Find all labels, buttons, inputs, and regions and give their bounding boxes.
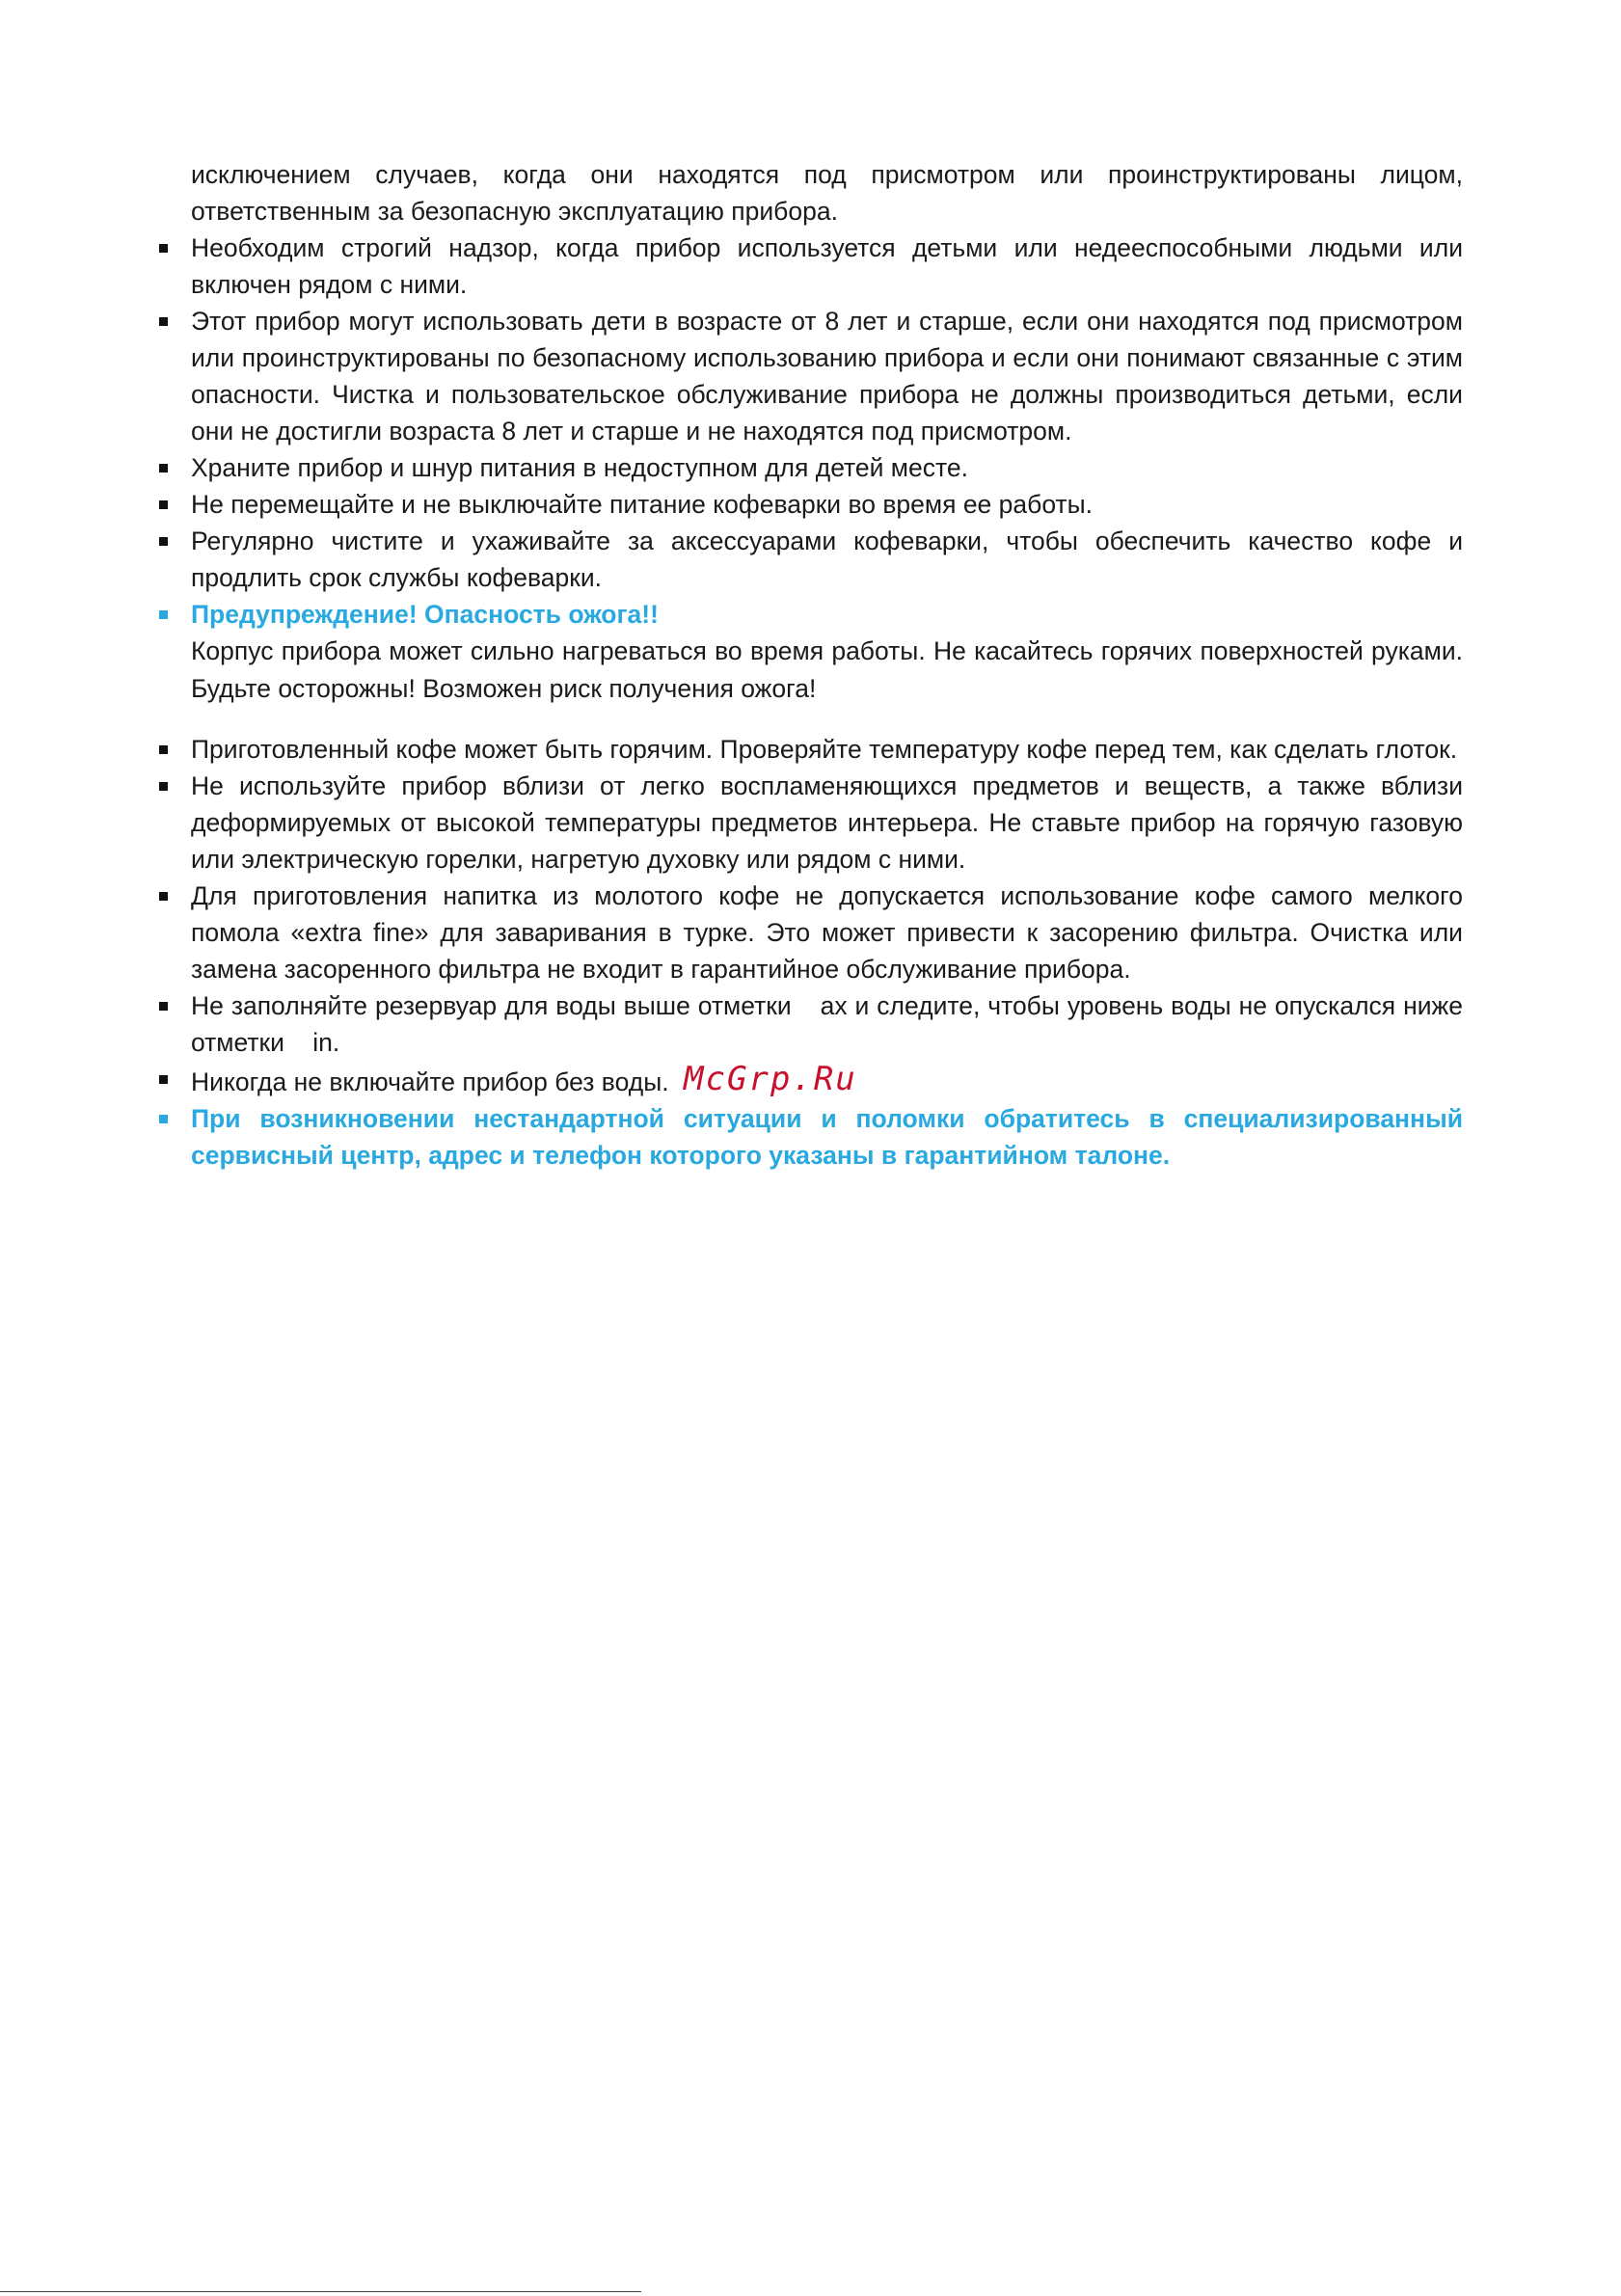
list-item-reservoir: [154, 987, 1463, 1061]
list-item-grind: [154, 878, 1463, 987]
service-notice: При возникновении нестандартной ситуации и поломки обратитесь в специализированный сервисный центр, адрес и телефон которого указаны в гарантийном талоне.: [191, 1104, 1463, 1170]
list-item-text: Не используйте прибор вблизи от легко воспламеняющихся предметов и веществ, а также вблизи деформируемых от высокой температуры предметов интерьера. Не ставьте прибор на горячую газовую или электрическую горелки, нагретую духовку или рядом с ними.: [191, 771, 1463, 874]
list-item-storage: [154, 449, 1463, 486]
list-item-text: Храните прибор и шнур питания в недоступном для детей месте.: [191, 453, 968, 482]
list-item-service: [154, 1100, 1463, 1174]
bullet-icon: [159, 464, 168, 473]
list-item-text: Не перемещайте и не выключайте питание кофеварки во время ее работы.: [191, 490, 1094, 519]
list-item-text: Никогда не включайте прибор без воды.: [191, 1067, 669, 1096]
bullet-icon: [159, 1075, 168, 1084]
list-item-supervision: [154, 230, 1463, 303]
bullet-icon: [159, 537, 168, 546]
bullet-icon: [159, 500, 168, 509]
bullet-icon: [159, 610, 168, 619]
warning-title: Предупреждение! Опасность ожога!!: [191, 600, 659, 629]
list-item-flammable: [154, 768, 1463, 878]
warning-body: Корпус прибора может сильно нагреваться во время работы. Не касайтесь горячих поверхностей руками. Будьте осторожны! Возможен риск получения ожога!: [191, 636, 1463, 703]
bullet-icon: [159, 244, 168, 253]
list-item-burn-warning: [154, 596, 1463, 633]
intro-paragraph: исключением случаев, когда они находятся под присмотром или проинструктированы лицом, ответственным за безопасную эксплуатацию прибора.: [191, 160, 1463, 226]
list-item-text-part2: ах и следите, чтобы уровень воды не опускался ниже отметки: [191, 991, 1464, 1057]
list-item-text-part3: in.: [312, 1028, 340, 1057]
list-item-text: Регулярно чистите и ухаживайте за аксессуарами кофеварки, чтобы обеспечить качество кофе и продлить срок службы кофеварки.: [191, 527, 1463, 592]
bullet-icon: [159, 782, 168, 791]
watermark-link[interactable]: McGrp.Ru: [684, 1060, 857, 1098]
list-item-text: Приготовленный кофе может быть горячим. Проверяйте температуру кофе перед тем, как сделать глоток.: [191, 735, 1458, 764]
list-item-hot-coffee: [154, 731, 1463, 768]
list-item-children-age: [154, 303, 1463, 449]
bullet-icon: [159, 892, 168, 901]
list-item-text-part1: Не заполняйте резервуар для воды выше отметки: [191, 991, 792, 1020]
bullet-icon: [159, 1002, 168, 1011]
bullet-icon: [159, 317, 168, 326]
list-item-no-move: [154, 486, 1463, 523]
list-item-no-water: [154, 1061, 1463, 1100]
list-item-cleaning: [154, 523, 1463, 596]
bullet-icon: [159, 1115, 168, 1123]
list-item-text: Этот прибор могут использовать дети в возрасте от 8 лет и старше, если они находятся под присмотром или проинструктированы по безопасному использованию прибора и если они понимают связанные с этим опасности. Чистка и пользовательское обслуживание прибора не должны производиться детьми, если они не достигли возраста 8 лет и старше и не находятся под присмотром.: [191, 307, 1463, 446]
safety-instructions: [154, 156, 1463, 1174]
list-item-text: Необходим строгий надзор, когда прибор используется детьми или недееспособными людьми или включен рядом с ними.: [191, 233, 1463, 299]
bullet-icon: [159, 745, 168, 754]
footer-divider: [0, 2291, 641, 2292]
list-item-text: Для приготовления напитка из молотого кофе не допускается использование кофе самого мелкого помола «extra fine» для заваривания в турке. Это может привести к засорению фильтра. Очистка или замена засоренного фильтра не входит в гарантийное обслуживание прибора.: [191, 881, 1463, 984]
